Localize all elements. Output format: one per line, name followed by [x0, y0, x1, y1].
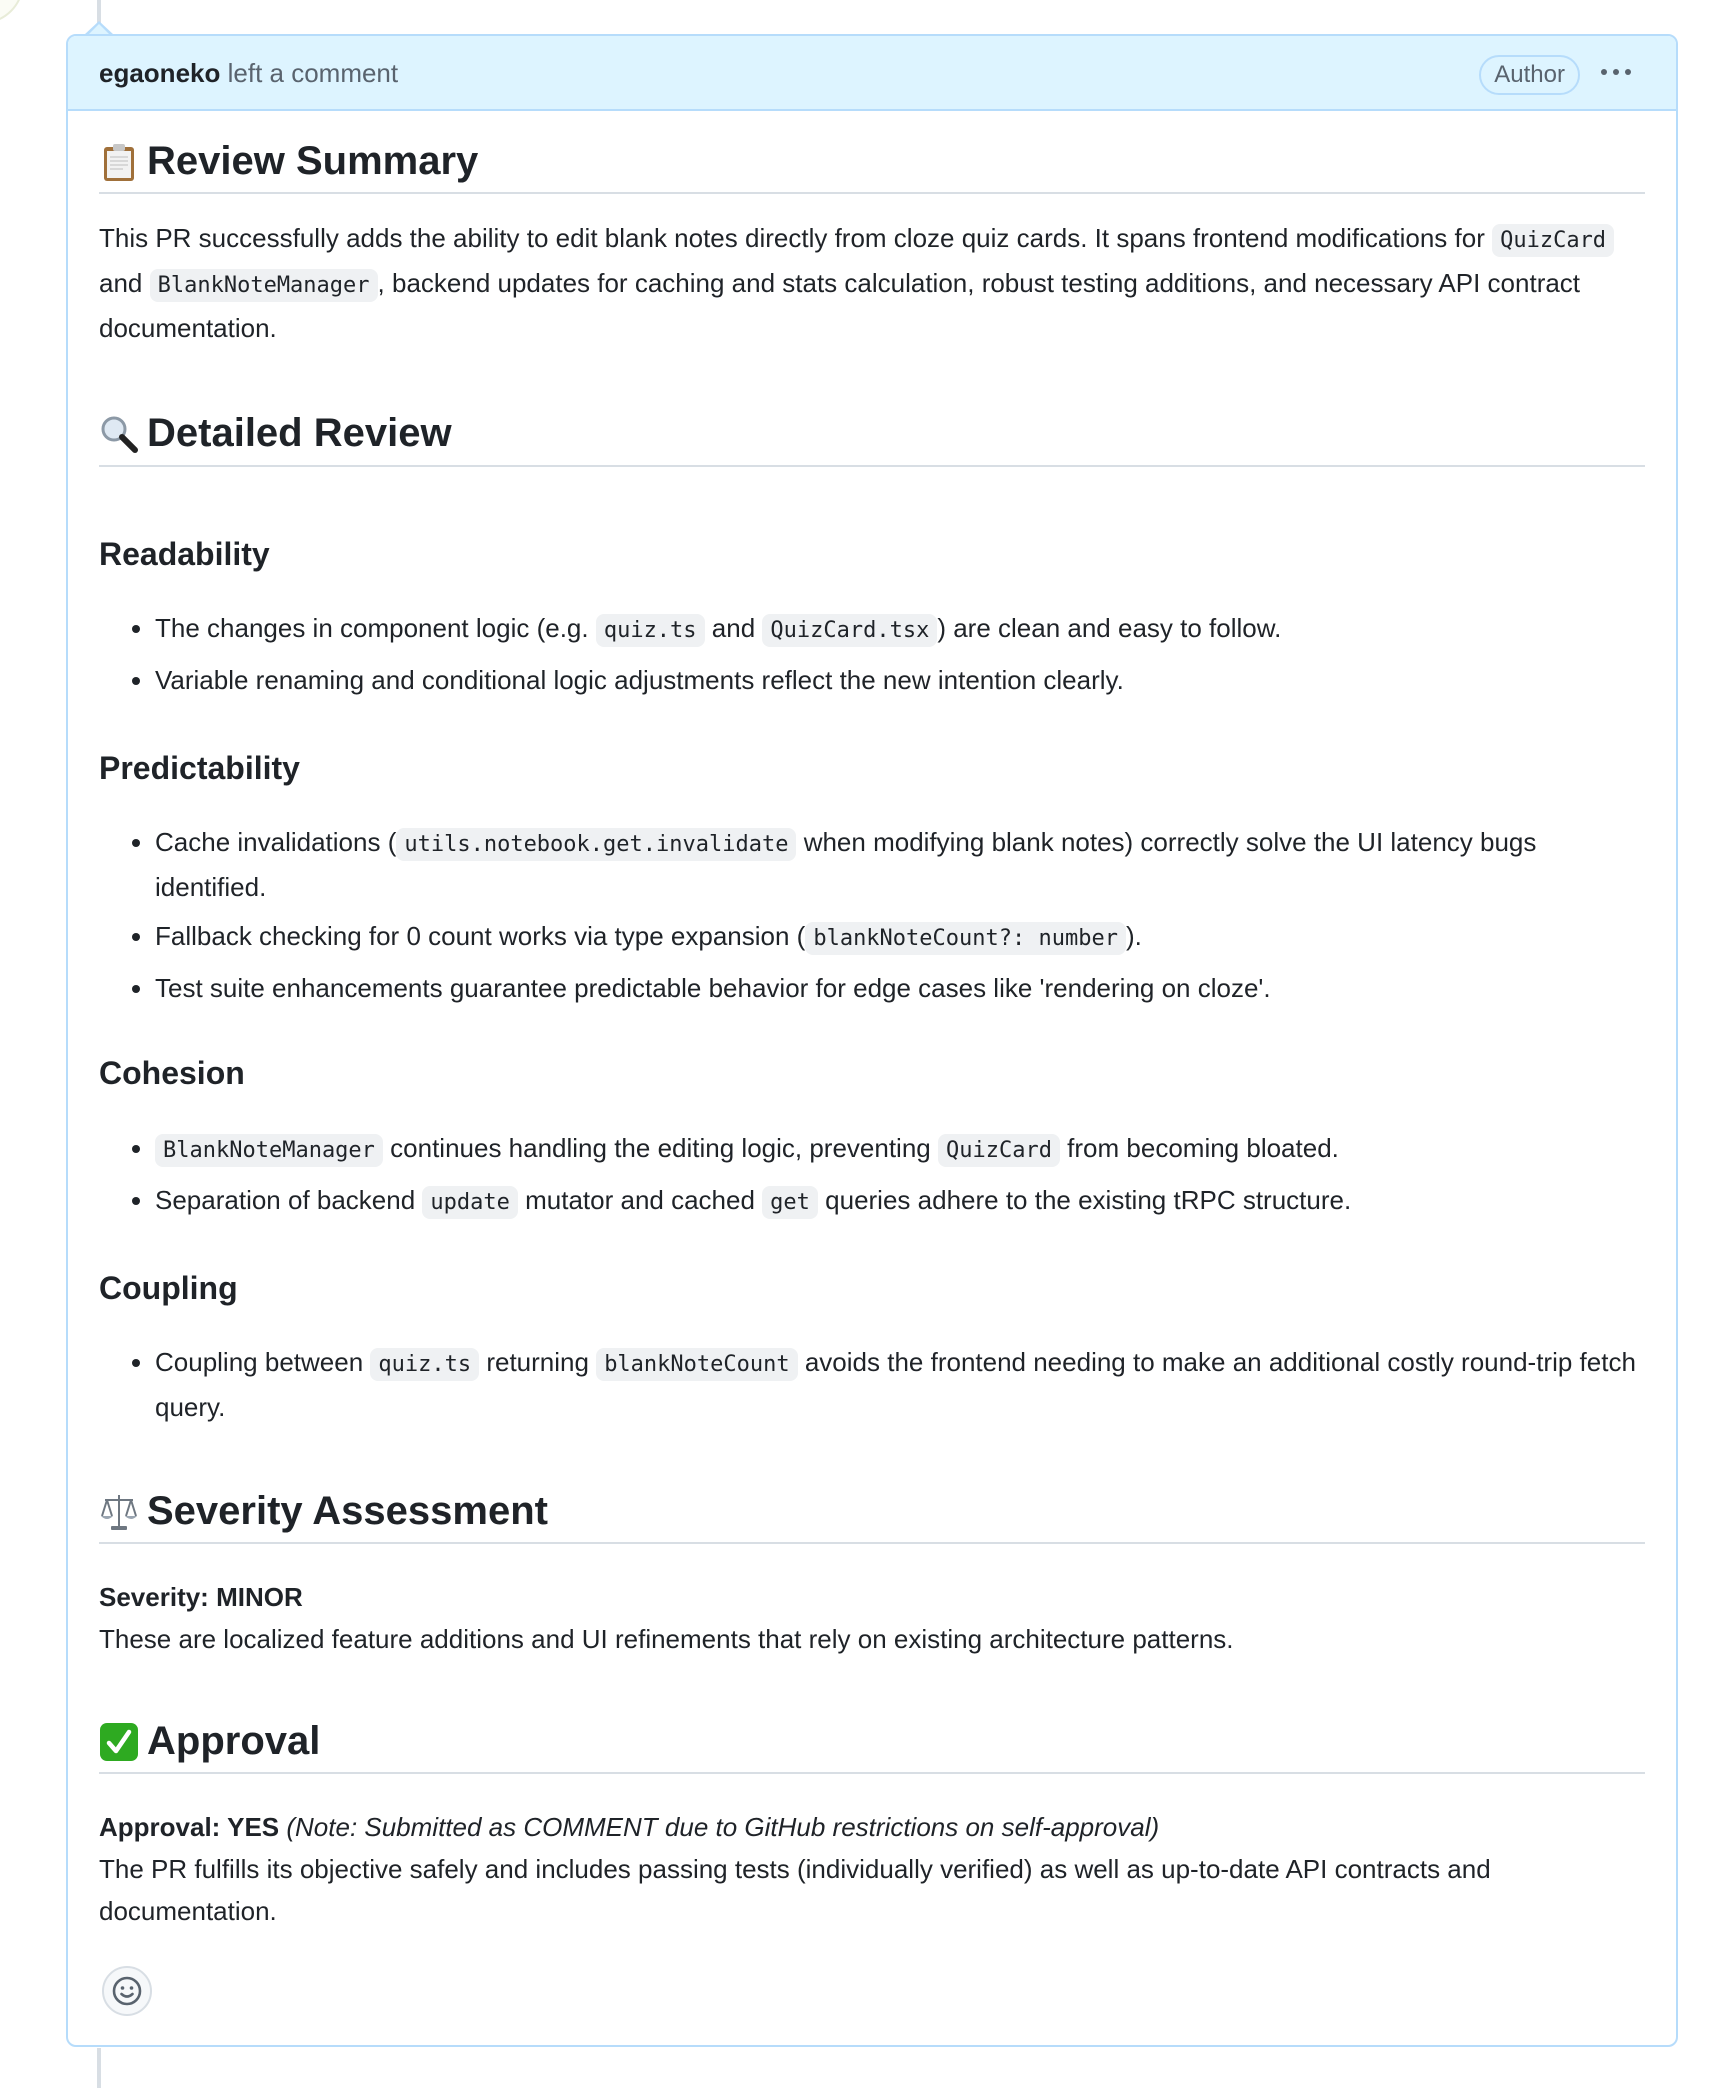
- magnifying-glass-icon: [99, 414, 139, 454]
- review-comment-card: [66, 34, 1678, 2047]
- kebab-horizontal-icon: [1613, 69, 1619, 75]
- cohesion-list: [99, 1127, 1645, 1231]
- approval-note: (Note: Submitted as COMMENT due to GitHub restrictions on self-approval): [286, 1812, 1160, 1842]
- heading-detailed-review: [99, 411, 1645, 456]
- list-item: • Coupling between quiz.ts returning blankNoteCount avoids the frontend needing to make an additional costly round-trip fetch query.: [155, 1341, 1645, 1428]
- list-item: • Cache invalidations ( utils.notebook.get.invalidate when modifying blank notes) correctly solve the UI latency bugs identified.: [155, 821, 1645, 908]
- heading-text: Detailed Review: [147, 411, 452, 455]
- section-review-summary: [99, 139, 1645, 184]
- summary-paragraph: [99, 217, 1645, 349]
- comment-options-button[interactable]: [1596, 54, 1636, 90]
- heading-readability: Readability: [99, 536, 270, 572]
- heading-severity-assessment: [99, 1489, 1645, 1534]
- severity-label: Severity: MINOR: [99, 1582, 303, 1612]
- severity-paragraph: [99, 1576, 1645, 1660]
- heading-text: Severity Assessment: [147, 1489, 548, 1533]
- list-item: • The changes in component logic (e.g. quiz.ts and QuizCard.tsx ) are clean and easy to follow.: [155, 607, 1645, 652]
- check-mark-button-icon: [99, 1722, 139, 1762]
- kebab-horizontal-icon: [1625, 69, 1631, 75]
- heading-predictability: Predictability: [99, 750, 300, 786]
- timeline-line: [97, 2048, 101, 2088]
- comment-action: left a comment: [227, 58, 399, 88]
- predictability-list: [99, 821, 1645, 1016]
- list-item: • Fallback checking for 0 count works via type expansion ( blankNoteCount?: number ).: [155, 915, 1645, 960]
- list-item: • Test suite enhancements guarantee predictable behavior for edge cases like 'rendering on cloze'.: [155, 967, 1645, 1009]
- divider: [99, 1542, 1645, 1544]
- author-badge: Author: [1479, 55, 1580, 95]
- coupling-list: [99, 1341, 1645, 1435]
- add-reaction-button[interactable]: [102, 1966, 152, 2016]
- heading-text: Approval: [147, 1719, 321, 1763]
- author-link[interactable]: egaoneko: [99, 58, 221, 88]
- previous-avatar: [0, 0, 24, 24]
- heading-coupling: Coupling: [99, 1270, 238, 1306]
- inline-code: QuizCard: [1492, 224, 1614, 257]
- divider: [99, 1772, 1645, 1774]
- text: This PR successfully adds the ability to edit blank notes directly from cloze quiz cards. It spans frontend modifications for: [99, 223, 1493, 253]
- heading-review-summary: [99, 139, 1645, 184]
- comment-attribution: [99, 58, 398, 89]
- text: , backend updates for caching and stats calculation, robust testing additions, and necessary API contract documentation.: [99, 268, 1581, 343]
- divider: [99, 465, 1645, 467]
- list-item: • BlankNoteManager continues handling the editing logic, preventing QuizCard from becoming bloated.: [155, 1127, 1645, 1172]
- smiley-icon: [111, 1975, 143, 2007]
- list-item: • Separation of backend update mutator and cached get queries adhere to the existing tRPC structure.: [155, 1179, 1645, 1224]
- clipboard-icon: [99, 142, 139, 182]
- approval-text: The PR fulfills its objective safely and includes passing tests (individually verified) as well as up-to-date API contracts and documentation.: [99, 1854, 1491, 1926]
- approval-paragraph: [99, 1806, 1645, 1932]
- section-approval: [99, 1719, 1645, 1764]
- section-detailed-review: [99, 411, 1645, 456]
- inline-code: BlankNoteManager: [150, 269, 378, 302]
- section-severity: [99, 1489, 1645, 1534]
- readability-list: [99, 607, 1645, 708]
- comment-header: [68, 36, 1676, 111]
- text: and: [99, 268, 150, 298]
- balance-scale-icon: [99, 1492, 139, 1532]
- heading-approval: [99, 1719, 1645, 1764]
- approval-label: Approval: YES: [99, 1812, 280, 1842]
- kebab-horizontal-icon: [1601, 69, 1607, 75]
- list-item: • Variable renaming and conditional logic adjustments reflect the new intention clearly.: [155, 659, 1645, 701]
- divider: [99, 192, 1645, 194]
- severity-text: These are localized feature additions and UI refinements that rely on existing architecture patterns.: [99, 1624, 1234, 1654]
- heading-text: Review Summary: [147, 139, 479, 183]
- heading-cohesion: Cohesion: [99, 1055, 245, 1091]
